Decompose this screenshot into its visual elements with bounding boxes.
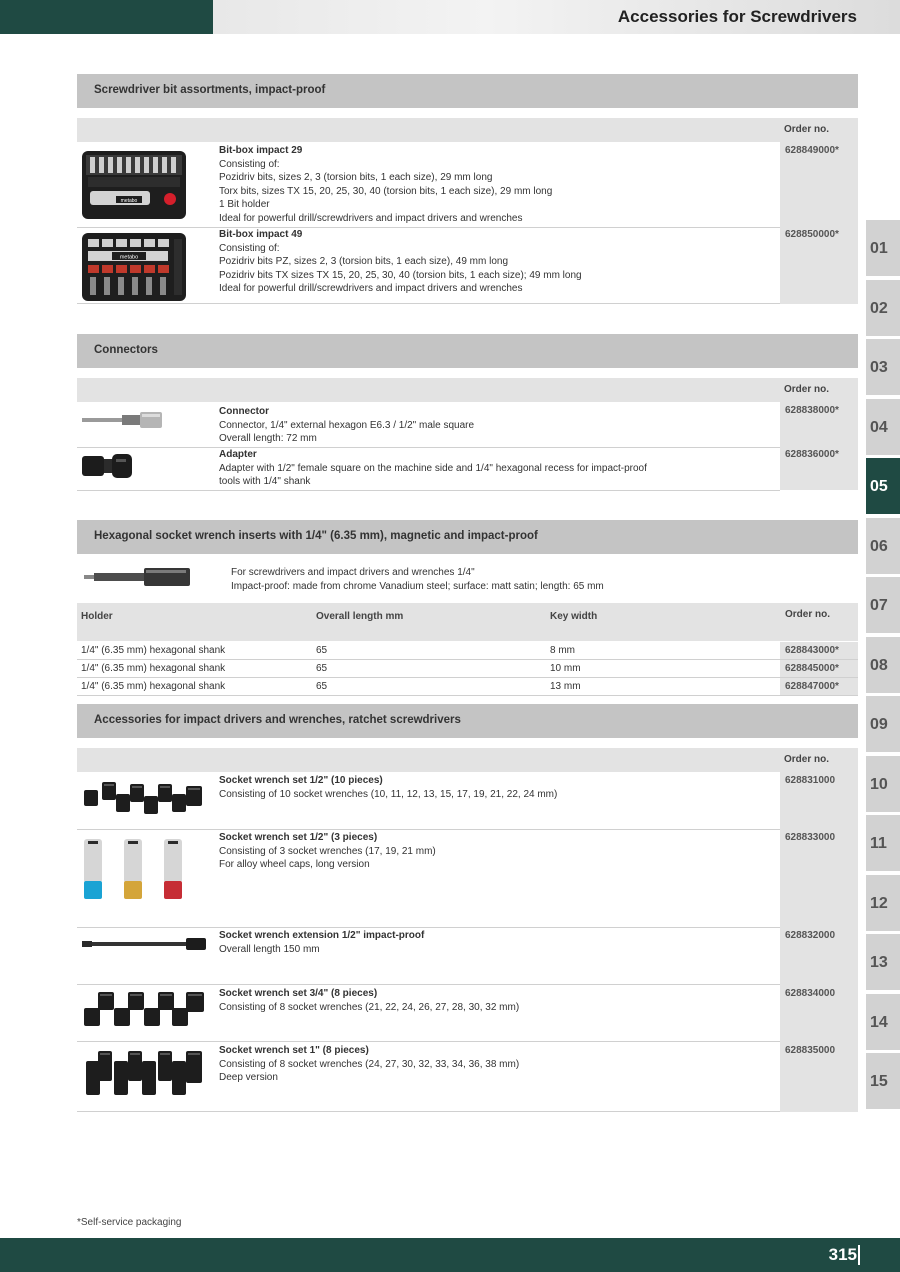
bit-box-49-line1: Consisting of: <box>219 242 280 254</box>
tab-10[interactable] <box>866 756 900 814</box>
cell-length: 65 <box>316 681 328 692</box>
tab-label: 13 <box>870 954 888 971</box>
bit-box-49-text <box>219 228 582 296</box>
connector-image <box>82 408 166 432</box>
tab-11[interactable] <box>866 815 900 873</box>
bit-box-49-order: 628850000* <box>785 229 839 240</box>
socket-extension-image <box>82 936 208 952</box>
socket-set-8-3-4-text <box>219 987 519 1014</box>
bit-box-49-line3: Pozidriv bits TX sizes TX 15, 20, 25, 30, 40 (torsion bits, 1 each size); 49 mm long <box>219 269 582 281</box>
bit-box-29-text <box>219 144 552 226</box>
socket-set-8-1-order: 628835000 <box>785 1045 836 1056</box>
bit-box-29-line3: Torx bits, sizes TX 15, 20, 25, 30, 40 (torsion bits, 1 each size), 29 mm long <box>219 185 553 197</box>
cell-holder: 1/4" (6.35 mm) hexagonal shank <box>81 681 226 692</box>
adapter-order: 628836000* <box>785 449 839 460</box>
footnote: *Self-service packaging <box>77 1217 182 1228</box>
table-row <box>77 678 858 696</box>
bits-order-column <box>780 142 858 304</box>
hex-table-header <box>77 603 858 641</box>
connector-name: Connector <box>219 406 269 417</box>
section-hex-header <box>77 520 858 554</box>
socket-set-8-3-4-image <box>82 990 208 1030</box>
bit-box-29-logo: metabo <box>120 198 138 204</box>
page-number: 315 <box>828 1245 857 1264</box>
socket-extension-name: Socket wrench extension 1/2" impact-proof <box>219 930 425 941</box>
hex-socket-image <box>84 567 192 587</box>
socket-set-3-line1: Consisting of 3 socket wrenches (17, 19, 21 mm) <box>219 845 436 857</box>
divider <box>77 927 780 928</box>
page-number-bar <box>858 1245 860 1265</box>
divider <box>77 1111 780 1112</box>
hex-desc-line1: For screwdrivers and impact drivers and wrenches 1/4" <box>231 567 475 578</box>
divider <box>77 984 780 985</box>
section-impact-title: Accessories for impact drivers and wrenches, ratchet screwdrivers <box>94 714 461 726</box>
bit-box-29-name: Bit-box impact 29 <box>219 145 303 156</box>
tab-02[interactable] <box>866 280 900 338</box>
divider <box>77 490 780 491</box>
socket-extension-line1: Overall length 150 mm <box>219 943 320 955</box>
adapter-text <box>219 448 647 489</box>
tab-label: 12 <box>870 895 888 912</box>
cell-order: 628843000* <box>785 645 839 656</box>
socket-set-8-3-4-line1: Consisting of 8 socket wrenches (21, 22, 24, 26, 27, 28, 30, 32 mm) <box>219 1001 520 1013</box>
tab-04[interactable] <box>866 399 900 457</box>
bit-box-49-image <box>80 231 188 303</box>
socket-set-8-1-line1: Consisting of 8 socket wrenches (24, 27, 30, 32, 33, 34, 36, 38 mm) <box>219 1058 520 1070</box>
bit-box-29-order: 628849000* <box>785 145 839 156</box>
socket-set-3-line2: For alloy wheel caps, long version <box>219 859 370 871</box>
order-label: Order no. <box>784 384 830 395</box>
tab-13[interactable] <box>866 934 900 992</box>
divider <box>77 1041 780 1042</box>
order-label: Order no. <box>784 124 830 135</box>
bit-box-29-line4: 1 Bit holder <box>219 199 270 211</box>
socket-set-10-text <box>219 774 557 801</box>
hex-desc-line2: Impact-proof: made from chrome Vanadium steel; surface: matt satin; length: 65 mm <box>231 580 604 592</box>
order-label: Order no. <box>784 754 830 765</box>
tab-label: 01 <box>870 240 888 257</box>
tab-07[interactable] <box>866 577 900 635</box>
connector-text <box>219 405 474 446</box>
socket-set-10-line1: Consisting of 10 socket wrenches (10, 11, 12, 13, 15, 17, 19, 21, 22, 24 mm) <box>219 788 558 800</box>
connectors-order-header <box>77 378 858 402</box>
tab-09[interactable] <box>866 696 900 754</box>
connector-order: 628838000* <box>785 405 839 416</box>
tab-06[interactable] <box>866 518 900 576</box>
cell-length: 65 <box>316 645 328 656</box>
socket-set-8-1-text <box>219 1044 519 1085</box>
tab-label: 05 <box>870 478 888 495</box>
adapter-image <box>80 451 136 481</box>
section-bits-title: Screwdriver bit assortments, impact-proof <box>94 84 326 96</box>
table-row <box>77 660 858 678</box>
connector-line2: Overall length: 72 mm <box>219 433 317 445</box>
adapter-name: Adapter <box>219 449 257 460</box>
bits-order-header <box>77 118 858 142</box>
tab-14[interactable] <box>866 994 900 1052</box>
section-hex-title: Hexagonal socket wrench inserts with 1/4" (6.35 mm), magnetic and impact-proof <box>94 530 538 542</box>
section-bits-header <box>77 74 858 108</box>
socket-set-3-image <box>82 837 190 903</box>
tab-label: 08 <box>870 657 888 674</box>
section-impact-header <box>77 704 858 738</box>
page-title: Accessories for Screwdrivers <box>617 7 857 26</box>
bit-box-29-line5: Ideal for powerful drill/screwdrivers and impact drivers and wrenches <box>219 212 523 224</box>
socket-set-8-1-name: Socket wrench set 1" (8 pieces) <box>219 1045 369 1056</box>
col-key-width: Key width <box>550 611 598 622</box>
section-connectors-header <box>77 334 858 368</box>
tab-label: 15 <box>870 1073 888 1090</box>
socket-set-8-1-line2: Deep version <box>219 1072 278 1084</box>
tab-05[interactable] <box>866 458 900 516</box>
cell-key: 13 mm <box>550 681 581 692</box>
bit-box-49-line2: Pozidriv bits PZ, sizes 2, 3 (torsion bits, 1 each size), 49 mm long <box>219 256 508 268</box>
tab-01[interactable] <box>866 220 900 278</box>
tab-03[interactable] <box>866 339 900 397</box>
col-order: Order no. <box>785 609 831 620</box>
tab-15[interactable] <box>866 1053 900 1111</box>
tab-label: 09 <box>870 716 888 733</box>
bit-box-29-line2: Pozidriv bits, sizes 2, 3 (torsion bits, 1 each size), 29 mm long <box>219 172 493 184</box>
impact-order-header <box>77 748 858 772</box>
tab-label: 06 <box>870 538 888 555</box>
bit-box-29-image <box>80 147 188 223</box>
cell-holder: 1/4" (6.35 mm) hexagonal shank <box>81 645 226 656</box>
socket-set-10-image <box>82 780 208 816</box>
cell-length: 65 <box>316 663 328 674</box>
tab-label: 02 <box>870 300 888 317</box>
col-length: Overall length mm <box>316 611 404 622</box>
bit-box-49-line4: Ideal for powerful drill/screwdrivers and impact drivers and wrenches <box>219 283 523 295</box>
divider <box>77 829 780 830</box>
col-holder: Holder <box>81 611 113 622</box>
bit-box-49-name: Bit-box impact 49 <box>219 229 303 240</box>
tab-12[interactable] <box>866 875 900 933</box>
socket-set-8-3-4-order: 628834000 <box>785 988 836 999</box>
footer-bar <box>0 1238 900 1272</box>
table-row <box>77 642 858 660</box>
adapter-line1: Adapter with 1/2" female square on the machine side and 1/4" hexagonal recess for impact-proof <box>219 462 647 474</box>
tab-08[interactable] <box>866 637 900 695</box>
tab-label: 11 <box>870 835 887 852</box>
bit-box-29-line1: Consisting of: <box>219 158 280 170</box>
socket-set-10-name: Socket wrench set 1/2" (10 pieces) <box>219 775 383 786</box>
divider <box>77 303 780 304</box>
impact-order-column <box>780 772 858 1112</box>
header-brand-bar <box>0 0 213 34</box>
connector-line1: Connector, 1/4" external hexagon E6.3 / 1/2" male square <box>219 419 475 431</box>
cell-holder: 1/4" (6.35 mm) hexagonal shank <box>81 663 226 674</box>
cell-order: 628847000* <box>785 681 839 692</box>
tab-label: 14 <box>870 1014 888 1031</box>
cell-key: 10 mm <box>550 663 581 674</box>
bit-box-49-logo: metabo <box>119 254 139 261</box>
socket-extension-order: 628832000 <box>785 930 836 941</box>
tab-label: 10 <box>870 776 888 793</box>
cell-key: 8 mm <box>550 645 575 656</box>
socket-set-8-3-4-name: Socket wrench set 3/4" (8 pieces) <box>219 988 378 999</box>
socket-extension-text <box>219 929 424 956</box>
socket-set-10-order: 628831000 <box>785 775 836 786</box>
socket-set-3-order: 628833000 <box>785 832 836 843</box>
tab-label: 04 <box>870 419 888 436</box>
cell-order: 628845000* <box>785 663 839 674</box>
socket-set-3-name: Socket wrench set 1/2" (3 pieces) <box>219 832 378 843</box>
socket-set-8-1-image <box>84 1049 210 1099</box>
section-connectors-title: Connectors <box>94 344 158 356</box>
hex-description <box>231 566 604 593</box>
tab-label: 07 <box>870 597 888 614</box>
tab-label: 03 <box>870 359 888 376</box>
adapter-line2: tools with 1/4" shank <box>219 476 311 488</box>
socket-set-3-text <box>219 831 436 872</box>
